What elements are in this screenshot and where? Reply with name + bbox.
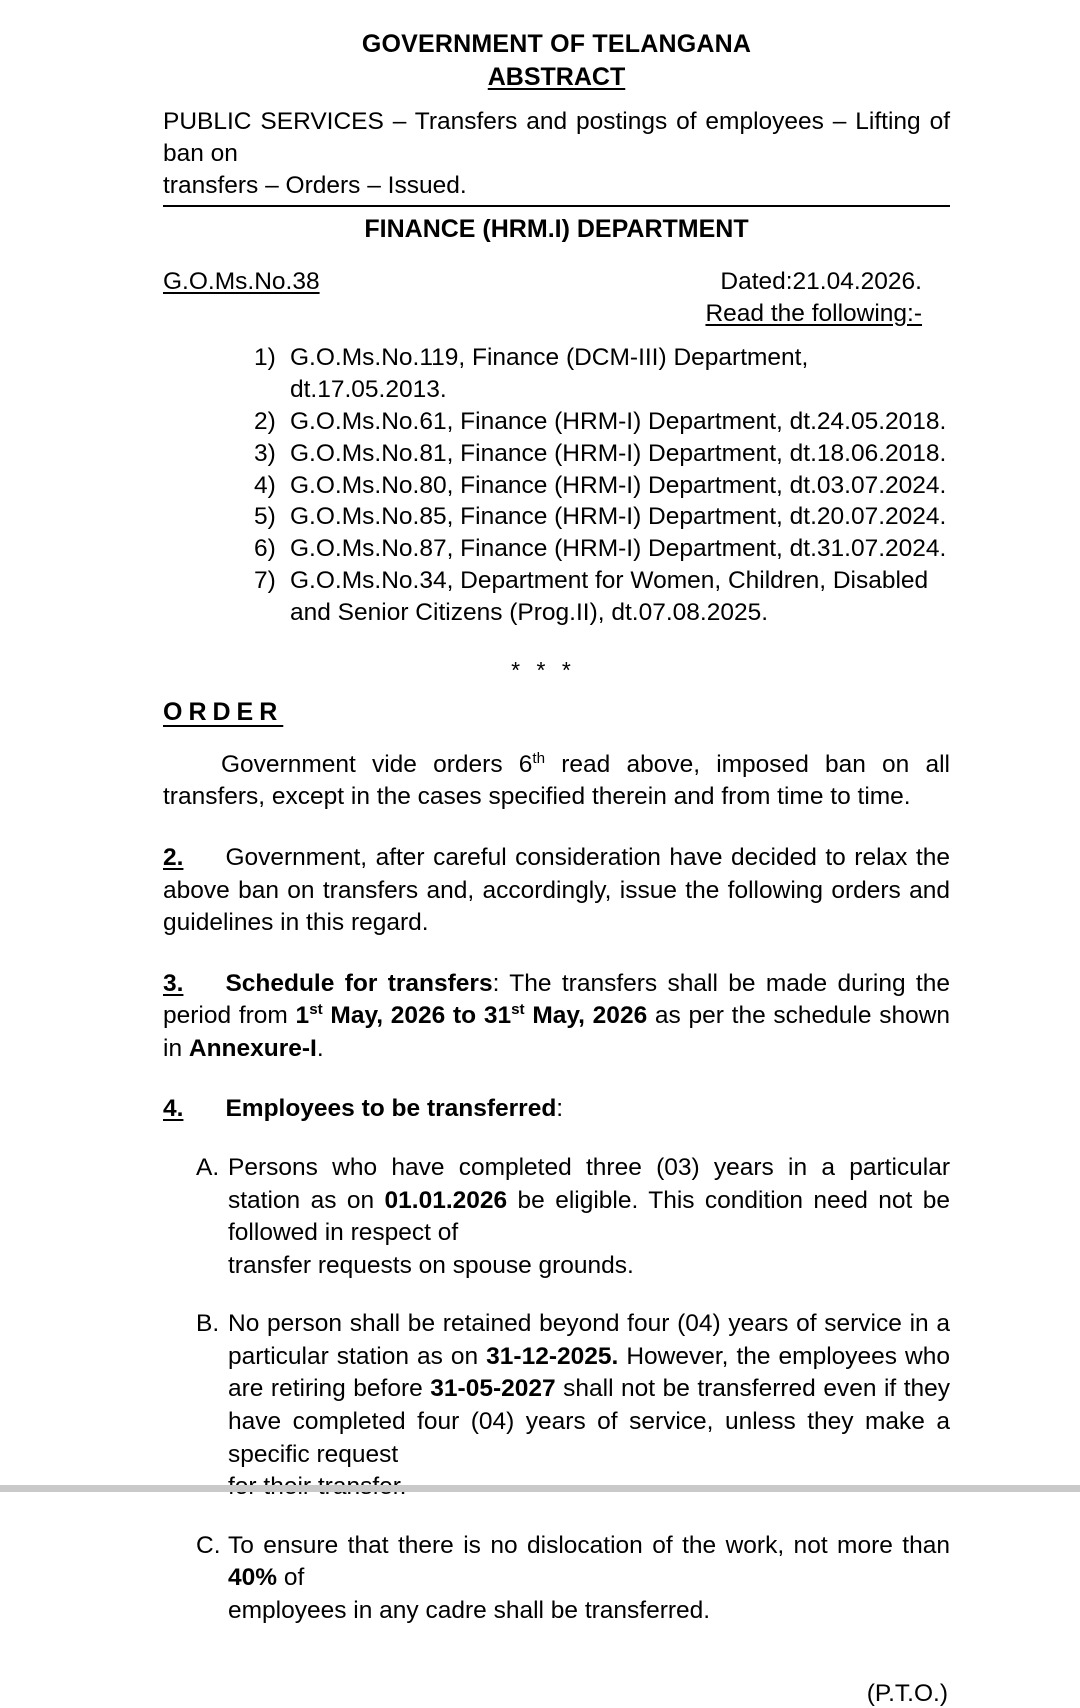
paragraph-2-number: 2. [163,843,184,871]
document-content [163,0,950,1708]
paragraph-2 [163,842,950,940]
clause-a-seg-1: Persons who have completed three (03) years in a particular station as on [228,1153,950,1214]
reference-number: 7) [254,567,276,595]
paragraph-4 [163,1093,950,1126]
paragraph-3-text-c: . [316,1034,324,1062]
reference-number: 1) [254,344,276,372]
paragraph-3-heading: Schedule for transfers [225,969,493,997]
paragraph-1 [163,749,950,814]
department-title: FINANCE (HRM.I) DEPARTMENT [364,214,749,243]
reference-list [163,342,950,629]
reference-text: G.O.Ms.No.61, Finance (HRM-I) Department, dt.24.05.2018. [290,407,947,435]
list-item [163,565,950,629]
go-number: G.O.Ms.No.38 [163,267,320,295]
transfer-start-date: 1 [295,1002,310,1030]
list-item [163,533,950,565]
clause-c-seg-1: To ensure that there is no dislocation of the work, not more than [228,1531,950,1559]
dated-line: Dated:21.04.2026. [720,267,922,295]
reference-text: G.O.Ms.No.119, Finance (DCM-III) Department, dt.17.05.2013. [290,344,809,404]
clause-a-last-line: transfer requests on spouse grounds. [228,1251,634,1279]
reference-text: G.O.Ms.No.80, Finance (HRM-I) Department, dt.03.07.2024. [290,471,947,499]
header-divider [163,205,950,207]
list-item [163,1152,950,1282]
page-bottom-edge [0,1485,1080,1492]
reference-text: G.O.Ms.No.85, Finance (HRM-I) Department, dt.20.07.2024. [290,503,947,531]
order-heading: ORDER [163,697,284,726]
clause-marker: C. [196,1531,221,1559]
reference-number: 5) [254,503,276,531]
paragraph-3 [163,968,950,1066]
clause-marker: B. [196,1310,220,1338]
list-item [163,438,950,470]
reference-number: 4) [254,471,276,499]
clause-b-seg-3: shall not be transferred even if they have completed four (04) years of service, unless they make a specific request [228,1375,951,1468]
clause-b-seg-2: However, the employees who are retiring before [228,1342,950,1403]
ordinal-suffix: th [532,749,546,767]
go-number-date-row [163,266,950,331]
clause-text [228,1530,950,1628]
reference-text: G.O.Ms.No.81, Finance (HRM-I) Department, dt.18.06.2018. [290,439,947,467]
retirement-cutoff-date: 31-05-2027 [430,1375,556,1403]
paragraph-4-number: 4. [163,1095,184,1123]
list-item [163,342,950,406]
clause-list [163,1152,950,1628]
list-item [163,501,950,533]
ordinal-suffix: st [309,1001,323,1019]
reference-text: G.O.Ms.No.87, Finance (HRM-I) Department, dt.31.07.2024. [290,535,947,563]
paragraph-3-text-b: as per the schedule shown in [163,1002,951,1062]
transfer-percentage-cap: 40% [228,1564,278,1592]
transfer-end-date: May, 2026 [524,1002,648,1030]
ordinal-suffix: st [511,1001,525,1019]
paragraph-2-text: Government, after careful consideration have decided to relax the above ban on transfers and, accordingly, issue the following orders and guidelines in this regard. [163,843,950,937]
transfer-date-middle: May, 2026 to 31 [322,1002,512,1030]
list-item [163,1530,950,1628]
clause-a-seg-2: be eligible. This condition need not be followed in respect of [228,1186,950,1247]
eligibility-date: 01.01.2026 [384,1186,508,1214]
paragraph-1-text-b: read above, imposed ban on all transfers, except in the cases specified therein and from time to time. [163,750,951,811]
section-separator: * * * [511,656,576,683]
reference-number: 6) [254,535,276,563]
list-item [163,470,950,502]
retention-cutoff-date: 31-12-2025. [486,1342,619,1370]
reference-number: 2) [254,407,276,435]
list-item [163,406,950,438]
clause-c-last-line: employees in any cadre shall be transferred. [228,1596,711,1624]
paragraph-4-colon: : [556,1095,564,1123]
list-item [163,1308,950,1503]
paragraph-3-text-a: : The transfers shall be made during the period from [163,969,950,1030]
abstract-title: ABSTRACT [487,62,626,91]
government-title: GOVERNMENT OF TELANGANA [361,30,752,58]
paragraph-3-number: 3. [163,969,184,997]
clause-text [228,1152,950,1282]
paragraph-4-heading: Employees to be transferred [225,1095,557,1123]
annexure-reference: Annexure-I [188,1034,317,1062]
clause-marker: A. [196,1153,220,1181]
subject-line-2: transfers – Orders – Issued. [163,171,467,199]
read-the-following-label: Read the following:- [705,299,922,327]
clause-b-seg-1: No person shall be retained beyond four (04) years of service in a particular station as on [228,1310,950,1370]
date-block [705,266,922,331]
page-turn-over-note: (P.T.O.) [866,1679,948,1707]
subject-line [163,106,950,202]
subject-line-1: PUBLIC SERVICES – Transfers and postings of employees – Lifting of ban on [163,108,950,167]
reference-text: G.O.Ms.No.34, Department for Women, Children, Disabled and Senior Citizens (Prog.II), dt.07.08.2025. [290,567,929,626]
paragraph-1-text-a: Government vide orders 6 [221,750,533,778]
reference-number: 3) [254,439,276,467]
clause-c-seg-2: of [277,1564,305,1592]
clause-text [228,1308,950,1503]
